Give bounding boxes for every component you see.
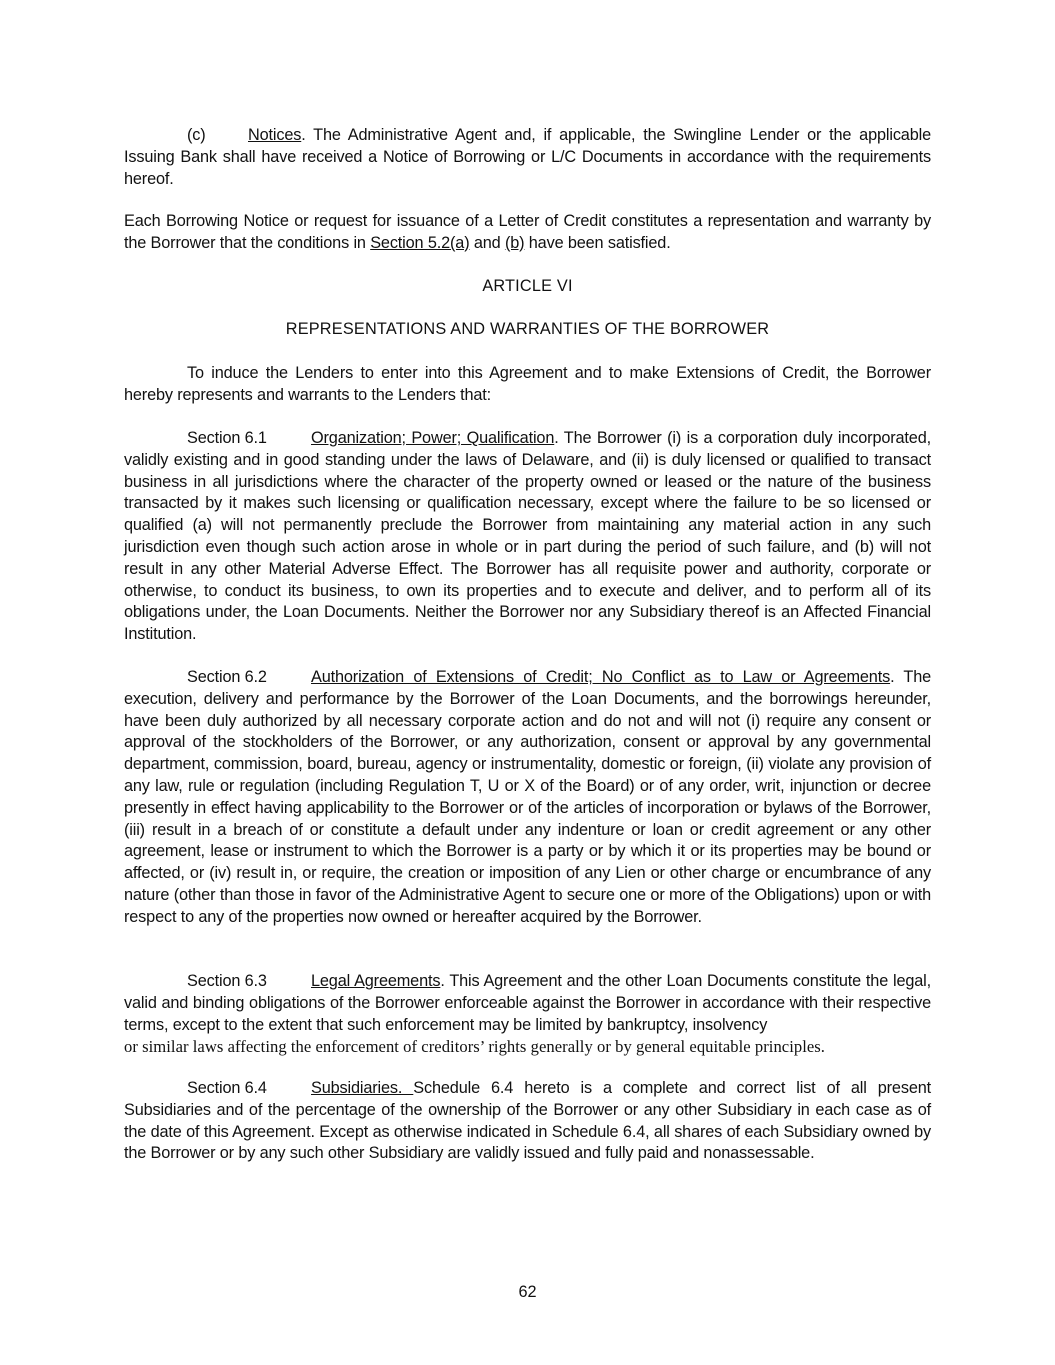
section-6-4-label: Section 6.4 (187, 1079, 267, 1097)
page-number: 62 (518, 1283, 537, 1301)
section-c-heading: Notices (248, 126, 302, 144)
borrowing-notice-paragraph (124, 211, 931, 255)
section-6-4-heading: Subsidiaries. (311, 1079, 414, 1097)
section-6-3-label: Section 6.3 (187, 972, 267, 990)
borrowing-notice-end: have been satisfied. (524, 233, 671, 252)
section-6-1-text: . The Borrower (i) is a corporation duly incorporated, validly existing and in good standing under the laws of Delaware, and (ii) is duly licensed or qualified to transact business in all jurisdictions where the character of the property owned or leased or the nature of the business transacted by it makes such licensing or qualification necessary, except where the failure to be so licensed or qualified (a) will not permanently preclude the Borrower from maintaining any material action in any such jurisdiction even though such action arose in whole or in part during the period of such failure, and (b) will not result in any other Material Adverse Effect. The Borrower has all requisite power and authority, corporate or otherwise, to conduct its business, to own its properties and to execute and deliver, and to perform all of its obligations under, the Loan Documents. Neither the Borrower nor any Subsidiary thereof is an Affected Financial Institution. (124, 429, 931, 644)
section-6-1-paragraph (124, 428, 931, 646)
section-6-4-text: Schedule 6.4 hereto is a complete and correct list of all present Subsidiaries and of the percentage of the ownership of the Borrower or any other Subsidiary in each case as of the date of this Agreement. Except as otherwise indicated in Schedule 6.4, all shares of each Subsidiary owned by the Borrower or by any such other Subsidiary are validly issued and fully paid and nonassessable. (124, 1079, 931, 1163)
borrowing-notice-text: Each Borrowing Notice or request for issuance of a Letter of Credit constitutes a representation and warranty by the Borrower that the conditions in (124, 212, 931, 252)
section-c-text: . The Administrative Agent and, if applicable, the Swingline Lender or the applicable Issuing Bank shall have received a Notice of Borrowing or L/C Documents in accordance with the requirements hereof. (124, 126, 931, 188)
section-6-4-paragraph (124, 1078, 931, 1165)
section-6-2-text: . The execution, delivery and performance by the Borrower of the Loan Documents, and the borrowings hereunder, have been duly authorized by all necessary corporate action and do not and will not (i) require any consent or approval of the stockholders of the Borrower, or any authorization, consent or approval by any governmental department, commission, board, bureau, agency or instrumentality, domestic or foreign, (ii) violate any provision of any law, rule or regulation (including Regulation T, U or X of the Board) or of any order, writ, injunction or decree presently in effect having applicability to the Borrower or of the articles of incorporation or bylaws of the Borrower, (iii) result in a breach of or constitute a default under any indenture or loan or credit agreement or any other agreement, lease or instrument to which the Borrower is a party or by which it or its properties may be bound or affected, or (iv) result in, or require, the creation or imposition of any Lien or other charge or encumbrance of any nature (other than those in favor of the Administrative Agent to secure one or more of the Obligations) upon or with respect to any of the properties now owned or hereafter acquired by the Borrower. (124, 668, 932, 926)
section-6-2-heading: Authorization of Extensions of Credit; No Conflict as to Law or Agreements (311, 668, 891, 686)
section-6-1-label: Section 6.1 (187, 429, 267, 447)
section-c-paragraph (124, 125, 931, 190)
section-6-2-label: Section 6.2 (187, 668, 267, 686)
section-5-2b-reference: (b) (504, 233, 525, 252)
borrowing-notice-and: and (469, 233, 505, 252)
section-6-2-paragraph (124, 667, 931, 929)
section-6-3-final-line: or similar laws affecting the enforcement of creditors’ rights generally or by general equitable principles. (124, 1037, 825, 1056)
section-c-label: (c) (187, 126, 206, 144)
article-title: REPRESENTATIONS AND WARRANTIES OF THE BORROWER (285, 320, 770, 338)
section-6-1-heading: Organization; Power; Qualification (311, 429, 555, 447)
section-6-3-heading: Legal Agreements (311, 972, 441, 990)
intro-paragraph: To induce the Lenders to enter into this Agreement and to make Extensions of Credit, the Borrower hereby represents and warrants to the Lenders that: (124, 364, 931, 404)
section-5-2a-reference: Section 5.2(a) (370, 233, 470, 252)
section-6-3-paragraph (124, 971, 931, 1036)
section-6-3-text: . This Agreement and the other Loan Documents constitute the legal, valid and binding obligations of the Borrower enforceable against the Borrower in accordance with their respective terms, except to the extent that such enforcement may be limited by bankruptcy, insolvency (124, 972, 932, 1034)
article-number: ARTICLE VI (482, 277, 573, 295)
